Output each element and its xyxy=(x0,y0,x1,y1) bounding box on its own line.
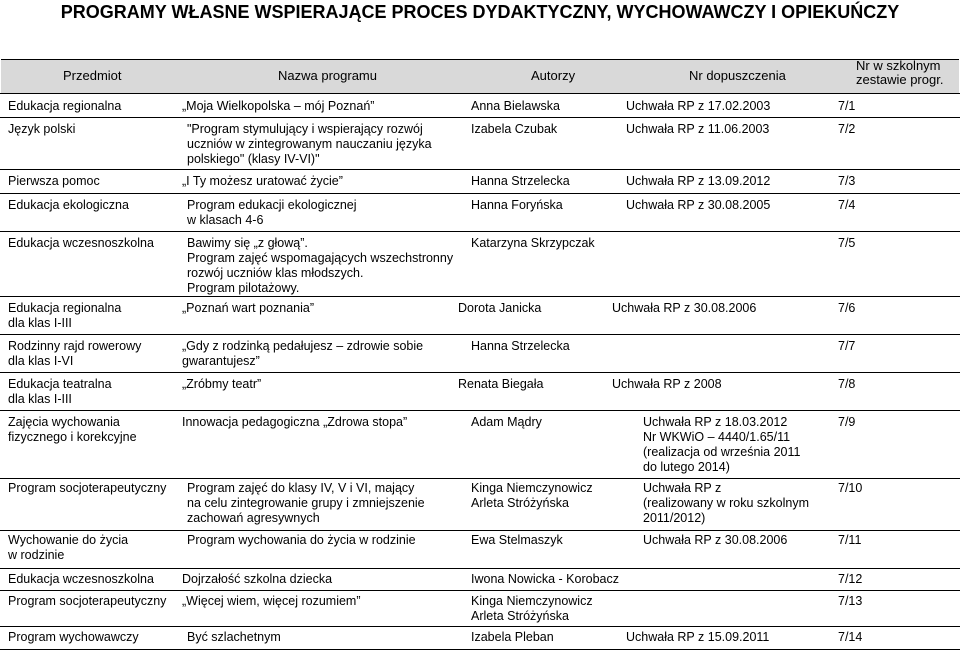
cell-program: „Moja Wielkopolska – mój Poznań” xyxy=(182,99,375,113)
cell-nr: 7/5 xyxy=(838,236,856,250)
header-subject: Przedmiot xyxy=(63,68,122,83)
table-row xyxy=(0,93,960,118)
cell-nr: 7/2 xyxy=(838,122,856,136)
table-row xyxy=(0,568,960,591)
cell-approval: Uchwała RP z 18.03.2012 Nr WKWiO – 4440/1.65/11 (realizacja od września 2011 do lutego 2014) xyxy=(643,415,801,474)
cell-nr: 7/12 xyxy=(838,572,863,586)
table-row xyxy=(0,590,960,627)
table-row xyxy=(0,530,960,569)
table-row xyxy=(0,231,960,297)
cell-authors: Anna Bielawska xyxy=(471,99,560,113)
cell-subject: Wychowanie do życia w rodzinie xyxy=(8,533,129,562)
cell-approval: Uchwała RP z 30.08.2006 xyxy=(612,301,757,315)
cell-nr: 7/10 xyxy=(838,481,863,495)
cell-approval: Uchwała RP z 11.06.2003 xyxy=(626,122,770,136)
cell-nr: 7/13 xyxy=(838,594,863,608)
cell-approval: Uchwała RP z 17.02.2003 xyxy=(626,99,771,113)
cell-nr: 7/8 xyxy=(838,377,856,391)
cell-program: Program zajęć do klasy IV, V i VI, mający na celu zintegrowanie grupy i zmniejszenie zachowań agresywnych xyxy=(187,481,425,525)
cell-program: „Gdy z rodzinką pedałujesz – zdrowie sobie gwarantujesz” xyxy=(182,339,424,368)
cell-authors: Izabela Pleban xyxy=(471,630,554,644)
table-header xyxy=(1,59,959,94)
header-program-name: Nazwa programu xyxy=(278,68,377,83)
cell-program: Program wychowania do życia w rodzinie xyxy=(187,533,416,547)
cell-subject: Zajęcia wychowania fizycznego i korekcyjne xyxy=(8,415,137,444)
cell-nr: 7/14 xyxy=(838,630,863,644)
cell-approval: Uchwała RP z 13.09.2012 xyxy=(626,174,771,188)
cell-authors: Izabela Czubak xyxy=(471,122,558,136)
cell-authors: Kinga Niemczynowicz Arleta Stróżyńska xyxy=(471,594,593,623)
cell-nr: 7/7 xyxy=(838,339,856,353)
cell-nr: 7/1 xyxy=(838,99,856,113)
table-row xyxy=(0,372,960,411)
cell-authors: Dorota Janicka xyxy=(458,301,542,315)
cell-authors: Katarzyna Skrzypczak xyxy=(471,236,595,250)
cell-program: Dojrzałość szkolna dziecka xyxy=(182,572,333,586)
cell-subject: Program wychowawczy xyxy=(8,630,139,644)
cell-nr: 7/9 xyxy=(838,415,856,429)
cell-authors: Hanna Foryńska xyxy=(471,198,563,212)
cell-nr: 7/11 xyxy=(838,533,862,547)
header-school-nr: Nr w szkolnym zestawie progr. xyxy=(856,58,944,87)
cell-authors: Adam Mądry xyxy=(471,415,542,429)
cell-approval: Uchwała RP z 2008 xyxy=(612,377,722,391)
cell-authors: Hanna Strzelecka xyxy=(471,174,570,188)
table-row xyxy=(0,410,960,479)
page-title: PROGRAMY WŁASNE WSPIERAJĄCE PROCES DYDAKTYCZNY, WYCHOWAWCZY I OPIEKUŃCZY xyxy=(60,2,900,22)
cell-subject: Rodzinny rajd rowerowy dla klas I-VI xyxy=(8,339,142,368)
table-row xyxy=(0,626,960,650)
table-row xyxy=(0,478,960,531)
cell-program: „I Ty możesz uratować życie” xyxy=(182,174,343,188)
table-row xyxy=(0,193,960,232)
header-authors: Autorzy xyxy=(531,68,576,83)
table-row xyxy=(0,117,960,170)
cell-approval: Uchwała RP z (realizowany w roku szkolnym 2011/2012) xyxy=(643,481,810,525)
cell-program: Program edukacji ekologicznej w klasach 4-6 xyxy=(187,198,357,227)
cell-approval: Uchwała RP z 15.09.2011 xyxy=(626,630,770,644)
cell-authors: Renata Biegała xyxy=(458,377,544,391)
cell-program: Bawimy się „z głową”. Program zajęć wspomagających wszechstronny rozwój uczniów klas młodszych. Program pilotażowy. xyxy=(187,236,454,295)
cell-subject: Edukacja wczesnoszkolna xyxy=(8,572,154,586)
cell-program: „Więcej wiem, więcej rozumiem” xyxy=(182,594,361,608)
cell-subject: Edukacja ekologiczna xyxy=(8,198,129,212)
table-row xyxy=(0,169,960,194)
cell-subject: Edukacja regionalna dla klas I-III xyxy=(8,301,122,330)
cell-nr: 7/3 xyxy=(838,174,856,188)
cell-authors: Ewa Stelmaszyk xyxy=(471,533,563,547)
cell-subject: Pierwsza pomoc xyxy=(8,174,100,188)
cell-subject: Język polski xyxy=(8,122,76,136)
cell-approval: Uchwała RP z 30.08.2006 xyxy=(643,533,788,547)
cell-authors: Kinga Niemczynowicz Arleta Stróżyńska xyxy=(471,481,593,510)
cell-subject: Edukacja wczesnoszkolna xyxy=(8,236,154,250)
table-row xyxy=(0,296,960,335)
cell-subject: Program socjoterapeutyczny xyxy=(8,481,167,495)
table-row xyxy=(0,334,960,373)
cell-program: Innowacja pedagogiczna „Zdrowa stopa” xyxy=(182,415,408,429)
cell-approval: Uchwała RP z 30.08.2005 xyxy=(626,198,771,212)
cell-nr: 7/4 xyxy=(838,198,856,212)
header-approval: Nr dopuszczenia xyxy=(689,68,786,83)
cell-program: "Program stymulujący i wspierający rozwój uczniów w zintegrowanym nauczaniu języka polskiego" (klasy IV-VI)" xyxy=(187,122,432,166)
cell-program: Być szlachetnym xyxy=(187,630,281,644)
cell-program: „Zróbmy teatr” xyxy=(182,377,262,391)
cell-nr: 7/6 xyxy=(838,301,856,315)
cell-authors: Hanna Strzelecka xyxy=(471,339,570,353)
cell-authors: Iwona Nowicka - Korobacz xyxy=(471,572,619,586)
cell-program: „Poznań wart poznania” xyxy=(182,301,315,315)
cell-subject: Program socjoterapeutyczny xyxy=(8,594,167,608)
cell-subject: Edukacja teatralna dla klas I-III xyxy=(8,377,112,406)
cell-subject: Edukacja regionalna xyxy=(8,99,122,113)
